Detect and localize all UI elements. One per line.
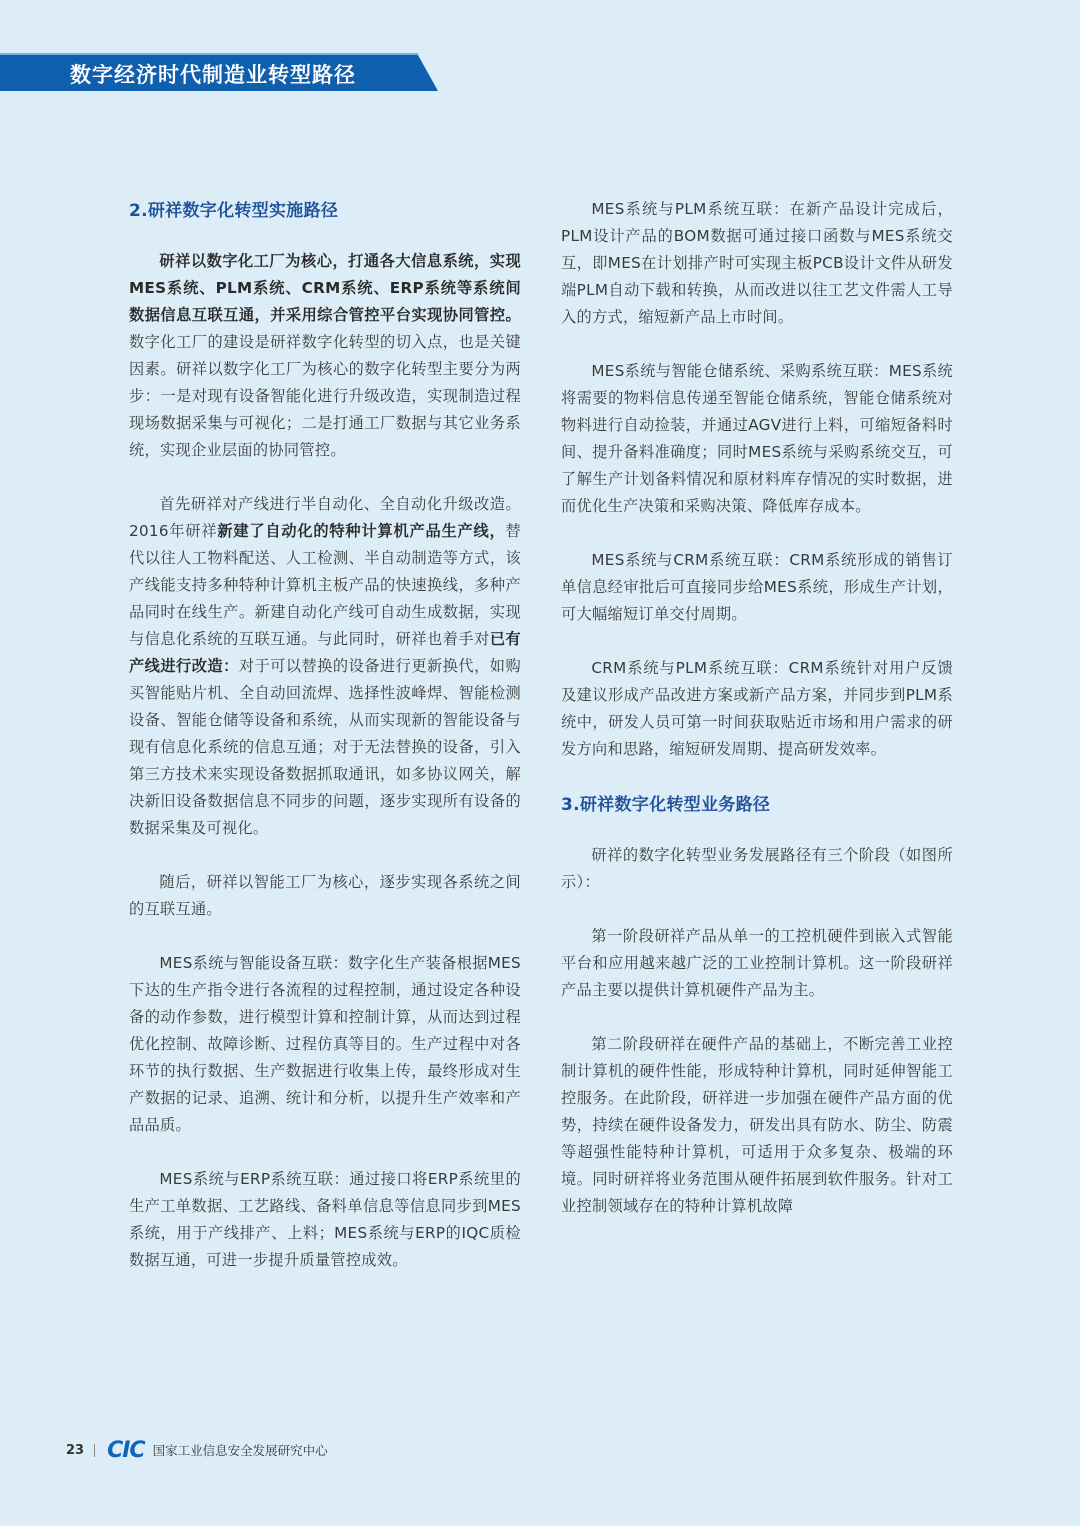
- paragraph: [129, 248, 521, 464]
- section-heading-3: 3.研祥数字化转型业务路径: [561, 795, 771, 815]
- footer-divider: [94, 1444, 95, 1457]
- header-title: 数字经济时代制造业转型路径: [70, 63, 356, 87]
- right-column: [561, 196, 953, 1247]
- paragraph: MES系统与智能设备互联：数字化生产装备根据MES下达的生产指令进行各流程的过程控制，通过设定各种设备的动作参数，进行模型计算和控制计算，从而达到过程优化控制、故障诊断、过程仿真等目的。生产过程中对各环节的执行数据、生产数据进行收集上传，最终形成对生产数据的记录、追溯、统计和分析，以提升生产效率和产品品质。: [129, 954, 521, 1134]
- bold-text: 已有产线进行改造：: [129, 630, 521, 675]
- body-text: 首先研祥对产线进行半自动化、全自动化升级改造。2016年研祥: [129, 495, 521, 540]
- paragraph: 随后，研祥以智能工厂为核心，逐步实现各系统之间的互联互通。: [129, 873, 521, 918]
- body-text: 对于可以替换的设备进行更新换代，如购买智能贴片机、全自动回流焊、选择性波峰焊、智能检测设备、智能仓储等设备和系统，从而实现新的智能设备与现有信息化系统的信息互通；对于无法替换的设备，引入第三方技术来实现设备数据抓取通讯，如多协议网关，解决新旧设备数据信息不同步的问题，逐步实现所有设备的数据采集及可视化。: [129, 657, 521, 837]
- paragraph: 第一阶段研祥产品从单一的工控机硬件到嵌入式智能平台和应用越来越广泛的工业控制计算机。这一阶段研祥产品主要以提供计算机硬件产品为主。: [561, 927, 953, 999]
- page-number: 23: [66, 1442, 85, 1458]
- bold-text: 研祥以数字化工厂为核心，打通各大信息系统，实现MES系统、PLM系统、CRM系统、ERP系统等系统间数据信息互联互通，并采用综合管控平台实现协同管控。: [129, 252, 521, 324]
- paragraph: [129, 491, 521, 842]
- cic-logo: CIC: [107, 1437, 145, 1463]
- paragraph: MES系统与CRM系统互联：CRM系统形成的销售订单信息经审批后可直接同步给MES系统，形成生产计划，可大幅缩短订单交付周期。: [561, 551, 953, 623]
- bold-text: 新建了自动化的特种计算机产品生产线，: [217, 522, 506, 540]
- paragraph: 第二阶段研祥在硬件产品的基础上，不断完善工业控制计算机的硬件性能，形成特种计算机，同时延伸智能工控服务。在此阶段，研祥进一步加强在硬件产品方面的优势，持续在硬件设备发力，研发出具有防水、防尘、防震等超强性能特种计算机，可适用于众多复杂、极端的环境。同时研祥将业务范围从硬件拓展到软件服务。针对工业控制领域存在的特种计算机故障: [561, 1035, 953, 1215]
- paragraph: CRM系统与PLM系统互联：CRM系统针对用户反馈及建议形成产品改进方案或新产品方案，并同步到PLM系统中，研发人员可第一时间获取贴近市场和用户需求的研发方向和思路，缩短研发周期、提高研发效率。: [561, 659, 953, 758]
- page-footer: [66, 1437, 328, 1463]
- paragraph: MES系统与ERP系统互联：通过接口将ERP系统里的生产工单数据、工艺路线、备料单信息等信息同步到MES系统，用于产线排产、上料；MES系统与ERP的IQC质检数据互通，可进一步提升质量管控成效。: [129, 1170, 521, 1269]
- paragraph: 研祥的数字化转型业务发展路径有三个阶段（如图所示）：: [561, 846, 953, 891]
- body-text: 替代以往人工物料配送、人工检测、半自动制造等方式，该产线能支持多种特种计算机主板产品的快速换线，多种产品同时在线生产。新建自动化产线可自动生成数据，实现与信息化系统的互联互通。与此同时，研祥也着手对: [129, 522, 521, 648]
- organization-name: 国家工业信息安全发展研究中心: [152, 1443, 328, 1458]
- paragraph: MES系统与智能仓储系统、采购系统互联：MES系统将需要的物料信息传递至智能仓储系统，智能仓储系统对物料进行自动捡装，并通过AGV进行上料，可缩短备料时间、提升备料准确度；同时MES系统与采购系统交互，可了解生产计划备料情况和原材料库存情况的实时数据，进而优化生产决策和采购决策、降低库存成本。: [561, 362, 953, 515]
- section-heading-2: 2.研祥数字化转型实施路径: [129, 201, 339, 221]
- left-column: [129, 196, 521, 1301]
- body-text: 数字化工厂的建设是研祥数字化转型的切入点，也是关键因素。研祥以数字化工厂为核心的数字化转型主要分为两步：一是对现有设备智能化进行升级改造，实现制造过程现场数据采集与可视化；二是打通工厂数据与其它业务系统，实现企业层面的协同管控。: [129, 333, 521, 459]
- paragraph: MES系统与PLM系统互联：在新产品设计完成后，PLM设计产品的BOM数据可通过接口函数与MES系统交互，即MES在计划排产时可实现主板PCB设计文件从研发端PLM自动下载和转换，从而改进以往工艺文件需人工导入的方式，缩短新产品上市时间。: [561, 200, 953, 326]
